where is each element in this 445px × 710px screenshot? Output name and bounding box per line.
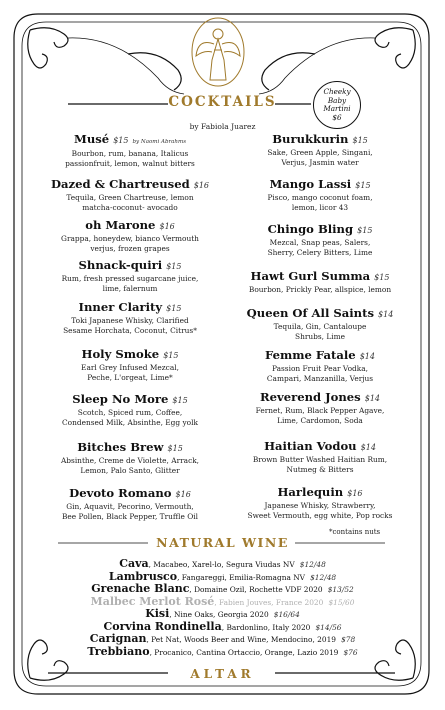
- wine-name: Carignan: [89, 632, 147, 645]
- cocktail-name: Inner Clarity: [78, 300, 163, 314]
- cocktail-price: $15: [166, 304, 182, 313]
- cocktail-desc: Mezcal, Snap peas, Salers,: [269, 238, 371, 247]
- cocktail-desc: Tequila, Gin, Cantaloupe: [273, 322, 367, 331]
- cocktail-name: oh Marone: [85, 218, 156, 232]
- cocktail-desc: Bourbon, Prickly Pear, allspice, lemon: [248, 285, 392, 294]
- cocktail-item: [220, 390, 420, 425]
- cocktail-name: Femme Fatale: [264, 348, 356, 362]
- cocktail-name: Chingo Bling: [267, 222, 354, 236]
- cocktail-price: $16: [193, 181, 210, 190]
- cocktail-item: [30, 347, 230, 382]
- angel-emblem: [190, 16, 246, 88]
- cocktail-price: $15: [172, 396, 188, 405]
- cocktail-desc: Pisco, mango coconut foam,: [267, 193, 373, 202]
- cocktail-name: Musé: [73, 132, 110, 146]
- cocktail-desc: Verjus, Jasmin water: [281, 157, 359, 167]
- wine-desc: , Procanico, Cantina Ortaccio, Orange, Lazio 2019: [149, 647, 339, 657]
- wine-price: $76: [343, 647, 358, 657]
- cocktail-desc: matcha-coconut- avocado: [82, 202, 178, 212]
- cocktail-name: Holy Smoke: [81, 347, 160, 361]
- cocktail-item: [220, 222, 420, 257]
- wine-price: $16/64: [273, 610, 300, 619]
- cocktail-desc: Sherry, Celery Bitters, Lime: [267, 247, 373, 257]
- cocktail-item: [30, 440, 230, 475]
- cocktail-name: Queen Of All Saints: [246, 306, 374, 320]
- cocktail-name: Reverend Jones: [259, 390, 361, 404]
- cocktail-desc: Brown Butter Washed Haitian Rum,: [252, 455, 388, 464]
- cocktail-price: $14: [359, 352, 375, 361]
- wine-item: [36, 556, 409, 569]
- cocktail-desc: Lime, Cardomon, Soda: [277, 415, 363, 425]
- cocktail-price: $15: [357, 226, 373, 235]
- cocktail-price: $14: [364, 394, 381, 403]
- cocktail-desc: Grappa, honeydew, bianco Vermouth: [61, 234, 199, 243]
- cocktail-name: Bitches Brew: [77, 440, 164, 454]
- cocktail-name: Mango Lassi: [269, 177, 352, 191]
- cocktail-credit: by Naomi Abrahms: [132, 139, 187, 145]
- wine-desc: , Fangareggi, Emilia-Romagna NV: [177, 572, 306, 582]
- wine-item: [36, 581, 409, 594]
- cocktail-price: $14: [360, 443, 376, 452]
- cocktail-name: Burukkurin: [272, 132, 349, 146]
- cocktail-item: [30, 300, 230, 335]
- badge-line: Martini: [323, 104, 351, 113]
- wine-name: Kisi: [145, 607, 170, 620]
- cocktail-desc: Sake, Green Apple, Singani,: [267, 148, 373, 157]
- wine-price: $12/48: [310, 572, 337, 582]
- wine-name: Malbec Merlot Rosé: [90, 594, 215, 608]
- cocktail-desc: Fernet, Rum, Black Pepper Agave,: [255, 406, 385, 415]
- wine-desc: , Fabien Jouves, France 2020: [214, 597, 324, 607]
- wine-desc: , Domaine Ozil, Rochette VDF 2020: [189, 585, 323, 594]
- cocktail-price: $15: [352, 136, 368, 145]
- cocktail-price: $16: [347, 489, 363, 498]
- cocktail-price: $14: [378, 310, 394, 319]
- cocktail-item: [220, 348, 420, 383]
- cocktail-desc: Passion Fruit Pear Vodka,: [271, 364, 369, 373]
- cocktail-item: [30, 392, 230, 427]
- cocktail-price: $15: [113, 136, 129, 145]
- cocktail-name: Devoto Romano: [69, 486, 172, 500]
- wine-name: Trebbiano: [87, 644, 150, 658]
- wine-item: [36, 644, 409, 657]
- wine-desc: , Pet Nat, Woods Beer and Wine, Mendocino, 2019: [146, 635, 336, 644]
- wine-name: Grenache Blanc: [91, 582, 190, 595]
- cocktail-desc: Nutmeg & Bitters: [286, 464, 354, 474]
- wine-item: [36, 569, 409, 582]
- cocktail-desc: Rum, fresh pressed sugarcane juice,: [61, 274, 199, 283]
- cocktail-desc: passionfruit, lemon, walnut bitters: [65, 158, 195, 168]
- cocktail-item: [30, 486, 230, 521]
- wine-price: $12/48: [299, 560, 326, 569]
- cheeky-baby-martini-badge: [313, 81, 361, 129]
- cocktail-desc: Earl Grey Infused Mezcal,: [81, 363, 179, 372]
- wine-price: $15/60: [328, 597, 355, 607]
- cocktail-desc: Sweet Vermouth, egg white, Pop rocks: [247, 510, 393, 520]
- cocktail-desc: Gin, Aquavit, Pecorino, Vermouth,: [66, 502, 194, 511]
- angel-icon: [190, 16, 246, 88]
- wine-price: $78: [341, 635, 356, 644]
- wine-item: [36, 619, 409, 632]
- badge-line: Cheeky Baby: [323, 87, 351, 105]
- wine-name: Lambrusco: [108, 569, 178, 583]
- cocktail-price: $16: [175, 490, 191, 499]
- cocktail-desc: Absinthe, Creme de Violette, Arrack,: [60, 456, 200, 465]
- cocktail-desc: Peche, L'orgeat, Lime*: [87, 372, 173, 382]
- wine-desc: , Bardonlino, Italy 2020: [221, 622, 311, 632]
- cocktail-desc: Japanese Whisky, Strawberry,: [264, 501, 376, 510]
- cocktail-price: $15: [166, 262, 182, 271]
- cocktail-desc: Toki Japanese Whisky, Clarified: [71, 316, 189, 325]
- cocktail-name: Harlequin: [277, 485, 344, 499]
- cocktail-desc: Bourbon, rum, banana, Italicus: [71, 149, 189, 158]
- cocktail-price: $15: [374, 273, 390, 282]
- wine-name: Cava: [119, 557, 149, 570]
- cocktail-item: [220, 269, 420, 295]
- cocktail-desc: lime, falernum: [102, 283, 158, 293]
- cocktail-item: [30, 132, 230, 168]
- cocktail-desc: Scotch, Spiced rum, Coffee,: [77, 408, 183, 417]
- badge-price: $6: [332, 112, 342, 122]
- natural-wine-title: NATURAL WINE: [156, 535, 289, 550]
- cocktail-name: Shnack-quiri: [78, 258, 163, 272]
- wine-price: $14/56: [315, 622, 342, 632]
- cocktail-desc: Condensed Milk, Absinthe, Egg yolk: [62, 417, 198, 427]
- wine-item-unavailable: [36, 594, 409, 607]
- cocktail-item: [220, 485, 420, 520]
- wine-desc: , Nine Oaks, Georgia 2020: [169, 610, 269, 619]
- cocktail-item: [220, 439, 420, 474]
- cocktail-desc: Tequila, Green Chartreuse, lemon: [66, 193, 194, 202]
- wine-list: [36, 556, 409, 656]
- cocktail-price: $16: [159, 222, 175, 231]
- wine-desc: , Macabeo, Xarel-lo, Segura Viudas NV: [148, 560, 295, 569]
- cocktail-desc: Bee Pollen, Black Pepper, Truffle Oil: [62, 511, 198, 521]
- byline: by Fabiola Juarez: [189, 122, 256, 131]
- contains-nuts-note: *contains nuts: [329, 528, 381, 536]
- wine-price: $13/52: [327, 585, 354, 594]
- cocktail-name: Haitian Vodou: [264, 439, 357, 453]
- cocktail-item: [220, 306, 420, 341]
- cocktail-item: [220, 132, 420, 167]
- cocktail-name: Dazed & Chartreused: [50, 177, 190, 191]
- wine-name: Corvina Rondinella: [103, 619, 222, 633]
- cocktail-desc: Sesame Horchata, Coconut, Citrus*: [63, 325, 197, 335]
- cocktail-item: [30, 258, 230, 293]
- cocktail-desc: lemon, licor 43: [291, 202, 349, 212]
- altar-logo: ALTAR: [190, 667, 255, 681]
- cocktail-item: [30, 177, 230, 212]
- cocktail-desc: verjus, frozen grapes: [90, 243, 170, 253]
- cocktail-item: [30, 218, 230, 253]
- cocktail-name: Hawt Gurl Summa: [250, 269, 371, 283]
- cocktail-desc: Lemon, Palo Santo, Glitter: [80, 465, 180, 475]
- cocktails-title: COCKTAILS: [168, 94, 277, 110]
- cocktail-desc: Shrubs, Lime: [295, 331, 345, 341]
- cocktail-price: $15: [163, 351, 179, 360]
- cocktail-name: Sleep No More: [72, 392, 169, 406]
- cocktail-item: [220, 177, 420, 212]
- wine-item: [36, 631, 409, 644]
- cocktail-price: $15: [355, 181, 371, 190]
- cocktail-price: $15: [167, 444, 183, 453]
- cocktail-desc: Campari, Manzanilla, Verjus: [266, 373, 374, 383]
